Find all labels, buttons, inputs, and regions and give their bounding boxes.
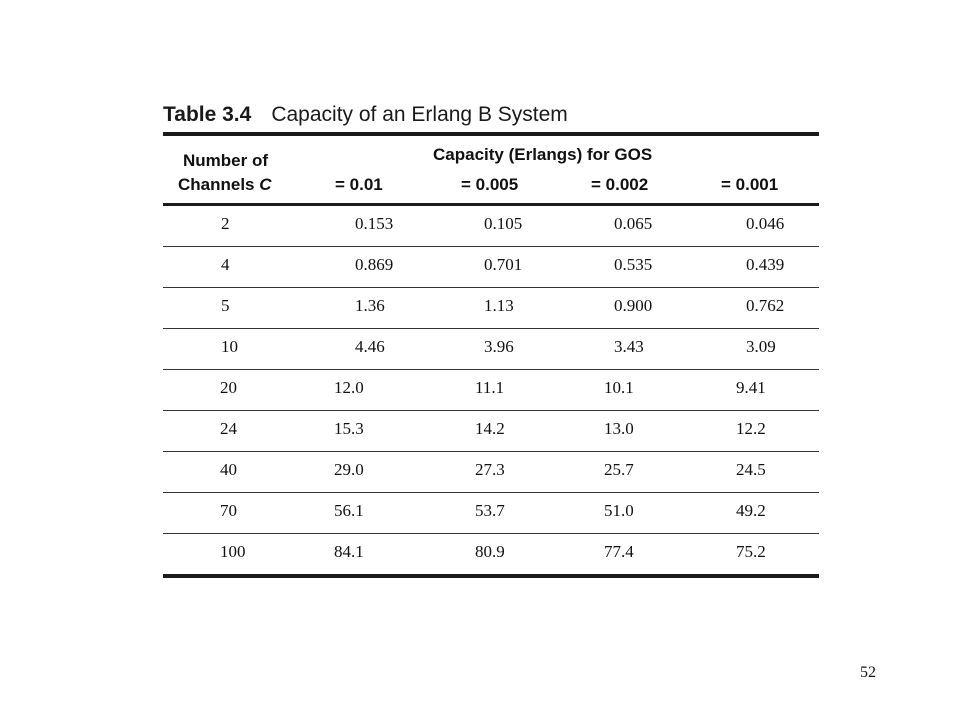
table-number: Table 3.4 [163, 103, 252, 126]
table-header [163, 136, 819, 203]
capacity-cell: 29.0 [334, 460, 364, 479]
header-channels-word: Channels [178, 175, 255, 194]
channels-cell: 20 [220, 378, 237, 397]
capacity-cell: 56.1 [334, 501, 364, 520]
capacity-cell: 0.046 [746, 214, 785, 233]
header-channels-line2 [178, 175, 272, 195]
header-gos-1: = 0.005 [461, 175, 519, 194]
header-channels-symbol: C [259, 175, 272, 194]
header-gos-2: = 0.002 [591, 175, 649, 194]
capacity-cell: 53.7 [475, 501, 505, 520]
table-row [163, 534, 819, 574]
capacity-cell: 51.0 [604, 501, 634, 520]
capacity-cell: 0.701 [484, 255, 523, 274]
capacity-cell: 84.1 [334, 542, 364, 561]
header-gos-0: = 0.01 [335, 175, 383, 194]
table-row [163, 411, 819, 451]
erlang-b-table [163, 98, 819, 578]
capacity-cell: 49.2 [736, 501, 766, 520]
page-number: 52 [860, 664, 876, 681]
capacity-cell: 80.9 [475, 542, 505, 561]
channels-cell: 10 [221, 337, 238, 356]
capacity-cell: 0.065 [614, 214, 653, 233]
capacity-cell: 0.900 [614, 296, 653, 315]
table-title: Capacity of an Erlang B System [271, 103, 568, 126]
capacity-cell: 3.43 [614, 337, 644, 356]
header-capacity-label: Capacity (Erlangs) for GOS [433, 145, 653, 164]
capacity-cell: 1.36 [355, 296, 385, 315]
channels-cell: 2 [221, 214, 230, 233]
channels-cell: 100 [220, 542, 246, 561]
capacity-cell: 0.869 [355, 255, 394, 274]
table-row [163, 452, 819, 492]
capacity-cell: 15.3 [334, 419, 364, 438]
table-row [163, 370, 819, 410]
capacity-cell: 24.5 [736, 460, 766, 479]
header-gos-3: = 0.001 [721, 175, 779, 194]
table-row [163, 493, 819, 533]
table-caption [163, 98, 819, 132]
capacity-cell: 12.2 [736, 419, 766, 438]
capacity-cell: 77.4 [604, 542, 634, 561]
capacity-cell: 75.2 [736, 542, 766, 561]
capacity-cell: 25.7 [604, 460, 634, 479]
table-body [163, 206, 819, 574]
capacity-cell: 0.762 [746, 296, 785, 315]
capacity-cell: 3.09 [746, 337, 776, 356]
capacity-cell: 3.96 [484, 337, 514, 356]
capacity-cell: 0.535 [614, 255, 653, 274]
capacity-cell: 27.3 [475, 460, 505, 479]
channels-cell: 40 [220, 460, 237, 479]
table-row [163, 329, 819, 369]
table-row [163, 247, 819, 287]
table-row [163, 288, 819, 328]
capacity-cell: 9.41 [736, 378, 766, 397]
capacity-cell: 14.2 [475, 419, 505, 438]
channels-cell: 70 [220, 501, 237, 520]
table-row [163, 206, 819, 246]
channels-cell: 5 [221, 296, 230, 315]
bottom-rule [163, 574, 819, 578]
capacity-cell: 0.153 [355, 214, 394, 233]
capacity-cell: 0.439 [746, 255, 785, 274]
channels-cell: 24 [220, 419, 237, 438]
capacity-cell: 12.0 [334, 378, 364, 397]
capacity-cell: 13.0 [604, 419, 634, 438]
capacity-cell: 10.1 [604, 378, 634, 397]
capacity-cell: 4.46 [355, 337, 385, 356]
channels-cell: 4 [221, 255, 230, 274]
capacity-cell: 0.105 [484, 214, 523, 233]
capacity-cell: 11.1 [475, 378, 505, 397]
header-channels-line1: Number of [183, 151, 268, 170]
capacity-cell: 1.13 [484, 296, 514, 315]
